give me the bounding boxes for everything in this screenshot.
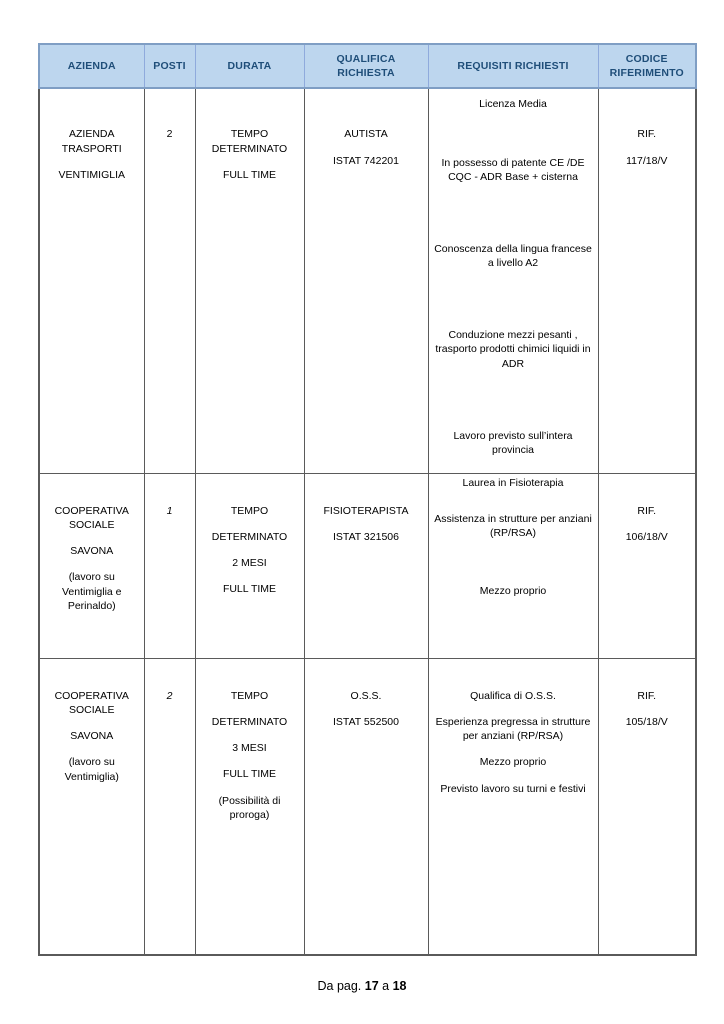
table-header-row: [39, 44, 696, 88]
codice-value: 106/18/V: [625, 531, 668, 544]
cell-qualifica: [304, 658, 428, 955]
requisito-2: In possesso di patente CE /DE CQC - ADR Base + cisterna: [441, 156, 585, 183]
requisito-1: Laurea in Fisioterapia: [462, 476, 564, 489]
codice-label: RIF.: [637, 504, 657, 517]
column-header-codice-line2: RIFERIMENTO: [609, 67, 684, 80]
azienda-city: SAVONA: [70, 730, 114, 743]
durata-line2: DETERMINATO: [211, 142, 288, 155]
durata-line5: (Possibilità di proroga): [218, 794, 281, 821]
posti-value: 1: [166, 504, 173, 517]
column-header-durata: DURATA: [195, 44, 304, 88]
azienda-name-line1: AZIENDA: [68, 128, 115, 141]
durata-line3: 2 MESI: [232, 557, 267, 570]
cell-qualifica: [304, 473, 428, 658]
table-header: [39, 44, 696, 88]
durata-line2: DETERMINATO: [211, 531, 288, 544]
cell-azienda: [39, 88, 144, 473]
column-header-requisiti-richiesti: REQUISITI RICHIESTI: [428, 44, 598, 88]
footer-page-from: 17: [364, 979, 379, 993]
cell-posti: [144, 658, 195, 955]
cell-codice: [598, 88, 696, 473]
column-header-qualifica-richiesta: [304, 44, 428, 88]
azienda-name-line1: COOPERATIVA: [54, 504, 129, 517]
posti-value: 2: [166, 689, 173, 702]
codice-label: RIF.: [637, 689, 657, 702]
cell-requisiti: [428, 473, 598, 658]
cell-requisiti: [428, 658, 598, 955]
requisito-5: Lavoro previsto sull’intera provincia: [453, 429, 573, 456]
requisito-4: Previsto lavoro su turni e festivi: [440, 782, 586, 795]
requisito-2: Assistenza in strutture per anziani (RP/RSA): [434, 513, 592, 540]
durata-line4: FULL TIME: [222, 583, 277, 596]
posti-value: 2: [166, 128, 173, 141]
footer-page-to: 18: [392, 979, 407, 993]
footer-middle: a: [382, 979, 390, 993]
column-header-codice-riferimento: [598, 44, 696, 88]
requisito-3: Mezzo proprio: [479, 585, 547, 598]
cell-durata: [195, 88, 304, 473]
cell-posti: [144, 88, 195, 473]
table-row: [39, 473, 696, 658]
cell-posti: [144, 473, 195, 658]
azienda-name-line2: SOCIALE: [68, 519, 115, 532]
footer-prefix: Da pag.: [317, 979, 362, 993]
requisito-3: Mezzo proprio: [479, 756, 547, 769]
job-offers-table: [38, 43, 697, 956]
azienda-note: (lavoro su Ventimiglia e Perinaldo): [61, 571, 122, 612]
azienda-name-line2: TRASPORTI: [61, 142, 122, 155]
cell-codice: [598, 658, 696, 955]
cell-azienda: [39, 658, 144, 955]
requisito-1: Qualifica di O.S.S.: [470, 689, 556, 702]
requisito-2: Esperienza pregressa in strutture per anziani (RP/RSA): [435, 716, 591, 743]
requisito-4: Conduzione mezzi pesanti , trasporto prodotti chimici liquidi in ADR: [435, 329, 591, 370]
durata-line1: TEMPO: [230, 504, 269, 517]
codice-value: 105/18/V: [625, 716, 668, 729]
column-header-qualifica-line2: RICHIESTA: [337, 67, 395, 80]
cell-durata: [195, 473, 304, 658]
column-header-codice-line1: CODICE: [625, 53, 668, 65]
table-body: [39, 88, 696, 955]
qualifica-title: O.S.S.: [350, 689, 382, 702]
durata-line4: FULL TIME: [222, 768, 277, 781]
qualifica-istat: ISTAT 742201: [333, 154, 399, 167]
qualifica-title: AUTISTA: [344, 128, 388, 141]
cell-qualifica: [304, 88, 428, 473]
qualifica-title: FISIOTERAPISTA: [323, 504, 409, 517]
cell-durata: [195, 658, 304, 955]
azienda-city: SAVONA: [70, 545, 114, 558]
table-row: [39, 88, 696, 473]
durata-line2: DETERMINATO: [211, 716, 288, 729]
azienda-name-line1: COOPERATIVA: [54, 689, 129, 702]
cell-codice: [598, 473, 696, 658]
requisito-3: Conoscenza della lingua francese a livello A2: [434, 242, 592, 270]
azienda-note: (lavoro su Ventimiglia): [64, 756, 119, 783]
durata-line1: TEMPO: [230, 128, 269, 141]
durata-line4: FULL TIME: [222, 168, 277, 181]
column-header-posti: POSTI: [144, 44, 195, 88]
codice-value: 117/18/V: [626, 154, 668, 167]
azienda-city: VENTIMIGLIA: [58, 168, 125, 181]
qualifica-istat: ISTAT 552500: [333, 716, 399, 729]
column-header-azienda: AZIENDA: [39, 44, 144, 88]
table-row: [39, 658, 696, 955]
durata-line1: TEMPO: [230, 689, 269, 702]
requisito-1: Licenza Media: [479, 98, 547, 111]
qualifica-istat: ISTAT 321506: [333, 531, 399, 544]
page-footer: [0, 979, 724, 993]
durata-line3: 3 MESI: [232, 742, 267, 755]
cell-azienda: [39, 473, 144, 658]
cell-requisiti: [428, 88, 598, 473]
azienda-name-line2: SOCIALE: [68, 704, 115, 717]
codice-label: RIF.: [637, 128, 657, 141]
column-header-qualifica-line1: QUALIFICA: [336, 53, 396, 65]
